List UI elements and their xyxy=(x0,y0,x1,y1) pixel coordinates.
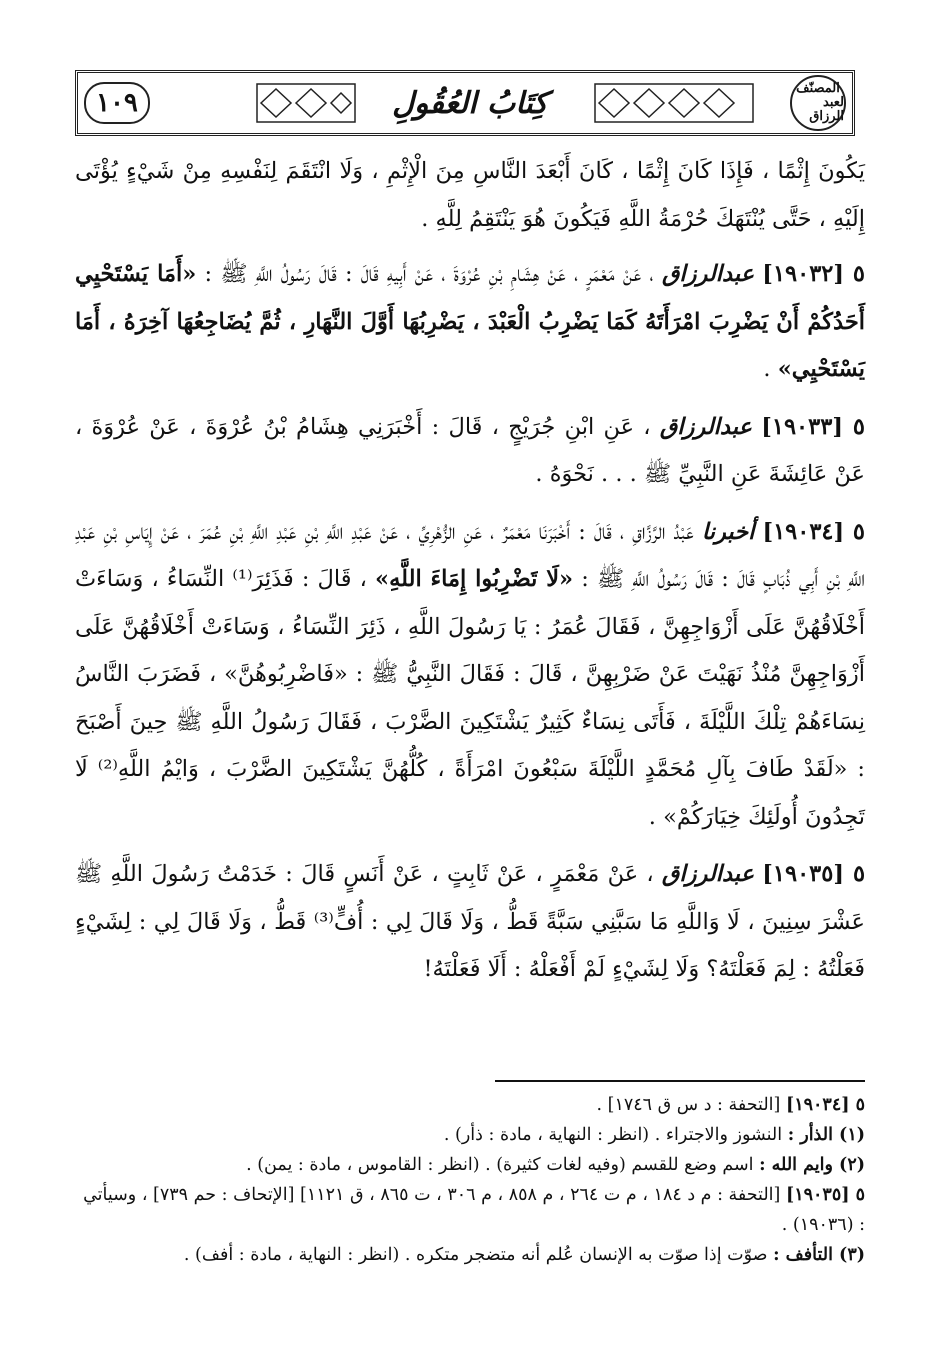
logo-line-1: المصنّف xyxy=(796,81,840,96)
entry-narrator: أخبرنا xyxy=(701,518,755,545)
footnote-lead: ٥ [١٩٠٣٤] xyxy=(785,1095,865,1115)
hadith-entry xyxy=(75,509,865,842)
ornament-pattern-icon xyxy=(256,83,356,123)
entry-hadith: «أَمَا يَسْتَحْيِي أَحَدُكُمْ أَنْ يَضْرِبَ امْرَأَتَهُ كَمَا يَضْرِبُ الْعَبْدَ ، يَضْرِبُهَا أَوَّلَ النَّهَارِ ، ثُمَّ يُضَاجِعُهَا آخِرَهُ ، أَمَا يَسْتَحْيِي» xyxy=(75,261,865,382)
entry-text: ، عَنِ ابْنِ جُرَيْجٍ ، قَالَ : أَخْبَرَنِي هِشَامُ بْنُ عُرْوَةَ ، عَنْ عُرْوَةَ ، عَنْ عَائِشَةَ عَنِ النَّبِيِّ ﷺ . . . نَحْوَهُ . xyxy=(75,413,865,487)
ornament-pattern-icon xyxy=(594,83,754,123)
footnote-text: [التحفة : د س ق ١٧٤٦] . xyxy=(596,1095,781,1115)
footnote-text: [التحفة : م د ١٨٤ ، م ت ٢٦٤ ، م ٨٥٨ ، م ٣٠٦ ، ت ٨٦٥ ، ق ١١٢١] [الإتحاف : حم ٧٣٩] ، وسيأتي : (١٩٠٣٦) . xyxy=(83,1185,865,1235)
book-title: كِتَابُ العُقُولِ xyxy=(392,85,548,121)
footnote-text: النشوز والاجتراء . (انظر : النهاية ، مادة : ذأر) . xyxy=(443,1125,783,1145)
entry-number: ٥ [١٩٠٣٤] xyxy=(762,518,866,545)
footnote xyxy=(75,1090,865,1120)
entry-tail: . xyxy=(763,356,778,382)
entry-hadith: «لَا تَضْرِبُوا إِمَاءَ اللَّهِ» xyxy=(375,566,574,592)
footnote xyxy=(75,1180,865,1240)
footnotes xyxy=(75,1090,865,1270)
logo-line-2: لعبد الرزاق xyxy=(809,95,844,124)
entry-number: ٥ [١٩٠٣٢] xyxy=(762,261,866,287)
footnote-lead: (٣) التأفف : xyxy=(773,1245,865,1265)
entry-text: ، عَنْ مَعْمَرٍ ، عَنْ هِشَامِ بْنِ عُرْوَةَ ، عَنْ أَبِيهِ قَالَ : قَالَ رَسُولُ اللَّهِ ﷺ : xyxy=(204,261,654,287)
footnote-text: صوّت إذا صوّت به الإنسان عُلم أنه متضجر متكره . (انظر : النهاية ، مادة : أفف) . xyxy=(183,1245,768,1265)
ornament-right xyxy=(584,81,754,125)
continuation-paragraph: يَكُونَ إِثْمًا ، فَإِذَا كَانَ إِثْمًا ، كَانَ أَبْعَدَ النَّاسِ مِنَ الْإِثْمِ ، وَلَا انْتَقَمَ لِنَفْسِهِ مِنْ شَيْءٍ يُؤْتَى إِلَيْهِ ، حَتَّى يُنْتَهَكَ حُرْمَةُ اللَّهِ فَيَكُونَ هُوَ يَنْتَقِمُ لِلَّهِ . xyxy=(75,158,865,232)
entry-text: عَبْدُ الرَّزَّاقِ ، قَالَ : أَخْبَرَنَا مَعْمَرٌ ، عَنِ الزُّهْرِيِّ ، عَنْ عَبْدِ اللَّهِ بْنِ عَبْدِ اللَّهِ بْنِ عُمَرَ ، عَنْ إِيَاسِ بْنِ عَبْدِ اللَّهِ بْنِ أَبِي ذُبَابٍ قَالَ : قَالَ رَسُولُ اللَّهِ ﷺ : xyxy=(75,518,866,592)
entry-tail: ، قَالَ : فَذَئِرَ⁽¹⁾ النِّسَاءُ ، وَسَاءَتْ أَخْلَاقُهُنَّ عَلَى أَزْوَاجِهِنَّ ، فَقَالَ عُمَرُ : يَا رَسُولَ اللَّهِ ، ذَئِرَ النِّسَاءُ ، وَسَاءَتْ أَخْلَاقُهُنَّ عَلَى أَزْوَاجِهِنَّ مُنْذُ نَهَيْتَ عَنْ ضَرْبِهِنَّ ، قَالَ : فَقَالَ النَّبِيُّ ﷺ : «فَاضْرِبُوهُنَّ» ، فَضَرَبَ النَّاسُ نِسَاءَهُمْ تِلْكَ اللَّيْلَةَ ، فَأَتَى نِسَاءٌ كَثِيرٌ يَشْتَكِينَ الضَّرْبَ ، فَقَالَ رَسُولُ اللَّهِ ﷺ حِينَ أَصْبَحَ : «لَقَدْ طَافَ بِآلِ مُحَمَّدٍ اللَّيْلَةَ سَبْعُونَ امْرَأَةً ، كُلُّهُنَّ يَشْتَكِينَ الضَّرْبَ ، وَايْمُ اللَّهِ⁽²⁾ لَا تَجِدُونَ أُولَئِكَ خِيَارَكُمْ» . xyxy=(75,566,865,830)
footnote-text: اسم وضع للقسم (وفيه لغات كثيرة) . (انظر : القاموس ، مادة : يمن) . xyxy=(246,1155,754,1175)
page-header xyxy=(75,70,855,136)
footnote-separator xyxy=(495,1080,865,1082)
book-logo xyxy=(790,75,846,131)
footnote xyxy=(75,1150,865,1180)
entry-narrator: عبدالرزاق xyxy=(661,261,755,287)
entry-text: ، عَنْ مَعْمَرٍ ، عَنْ ثَابِتٍ ، عَنْ أَنَسٍ قَالَ : خَدَمْتُ رَسُولَ اللَّهِ ﷺ عَشْرَ سِنِينَ ، لَا وَاللَّهِ مَا سَبَّنِي سَبَّةً قَطُّ ، وَلَا قَالَ لِي : أُفٍّ⁽³⁾ قَطُّ ، وَلَا قَالَ لِي : لِشَيْءٍ فَعَلْتُهُ : لِمَ فَعَلْتَهُ؟ وَلَا لِشَيْءٍ لَمْ أَفْعَلْهُ : أَلَا فَعَلْتَهُ! xyxy=(75,861,865,982)
hadith-entry xyxy=(75,851,865,994)
entry-number: ٥ [١٩٠٣٣] xyxy=(761,413,865,440)
page-number: ١٠٩ xyxy=(84,82,150,124)
hadith-entry xyxy=(75,251,865,394)
hadith-entry xyxy=(75,404,865,499)
entry-narrator: عبدالرزاق xyxy=(661,861,755,887)
footnote-lead: ٥ [١٩٠٣٥] xyxy=(785,1185,865,1205)
footnote xyxy=(75,1120,865,1150)
footnote xyxy=(75,1240,865,1270)
main-text xyxy=(75,148,865,1004)
entry-number: ٥ [١٩٠٣٥] xyxy=(762,861,866,887)
footnote-lead: (١) الذأر : xyxy=(787,1125,865,1145)
footnote-lead: (٢) وايم الله : xyxy=(759,1155,865,1175)
ornament-left xyxy=(186,81,356,125)
entry-narrator: عبدالرزاق xyxy=(659,413,752,440)
